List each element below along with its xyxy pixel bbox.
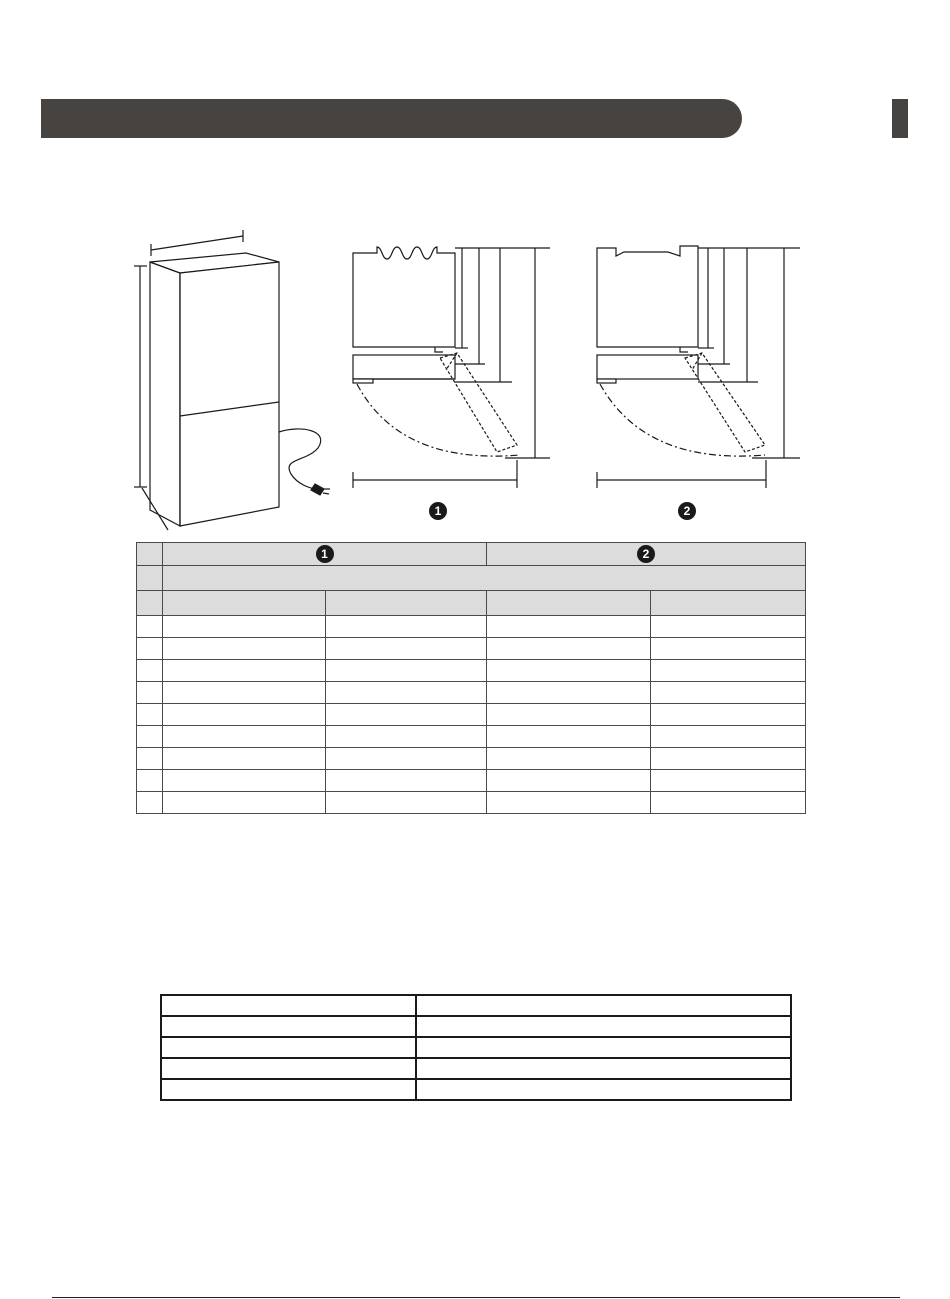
table-row: [137, 682, 806, 704]
table-cell: [416, 995, 791, 1016]
table-cell: [651, 660, 806, 682]
table-cell: [651, 726, 806, 748]
table-row: [161, 1079, 791, 1100]
table-cell: [163, 616, 326, 638]
table-cell: [326, 748, 487, 770]
group-1-badge: 1: [316, 545, 334, 563]
table-cell: [326, 682, 487, 704]
table-row: [137, 638, 806, 660]
table-row: [161, 1058, 791, 1079]
table-cell: [326, 591, 487, 616]
table-cell: [487, 591, 651, 616]
table-cell: [326, 792, 487, 814]
table-cell: [163, 770, 326, 792]
table-row: [137, 704, 806, 726]
table-cell: [161, 1079, 416, 1100]
table-cell: [163, 566, 806, 591]
table-cell: [487, 748, 651, 770]
table-cell: [163, 638, 326, 660]
table-cell: [137, 726, 163, 748]
table-cell: [326, 770, 487, 792]
table-cell: [326, 660, 487, 682]
table-row: [161, 1016, 791, 1037]
table-row: [137, 616, 806, 638]
table-cell: [651, 748, 806, 770]
table-cell: [137, 704, 163, 726]
table-cell: [487, 660, 651, 682]
footer-divider: [52, 1297, 900, 1298]
table-cell: [326, 616, 487, 638]
table-cell: [487, 682, 651, 704]
table-cell: [416, 1079, 791, 1100]
table-cell: [137, 591, 163, 616]
table-cell: [651, 682, 806, 704]
table-cell: [163, 591, 326, 616]
table-row: [161, 995, 791, 1016]
table-row: [161, 1037, 791, 1058]
table-group-header-row: [137, 543, 806, 566]
table-cell: [487, 638, 651, 660]
table-cell: [651, 616, 806, 638]
table-cell: [163, 660, 326, 682]
table-cell: [161, 995, 416, 1016]
table-cell: [487, 616, 651, 638]
table-cell: [416, 1016, 791, 1037]
table-row: [137, 748, 806, 770]
dimensions-table: [136, 542, 806, 814]
table-cell: [326, 638, 487, 660]
table-cell: [137, 566, 163, 591]
table-cell: [651, 591, 806, 616]
table-row: [137, 770, 806, 792]
table-cell: [137, 543, 163, 566]
table-cell: [651, 638, 806, 660]
table-cell: [163, 726, 326, 748]
table-cell: [163, 704, 326, 726]
table-cell: [651, 770, 806, 792]
table-cell: [487, 792, 651, 814]
group-1-header: [163, 543, 487, 566]
table-cell: [163, 792, 326, 814]
table-cell: [137, 748, 163, 770]
table-cell: [137, 660, 163, 682]
group-2-header: [487, 543, 806, 566]
figure-1-marker: 1: [429, 502, 447, 520]
figure-2-marker: 2: [678, 502, 696, 520]
table-row: [137, 660, 806, 682]
table-cell: [326, 726, 487, 748]
table-cell: [137, 616, 163, 638]
table-cell: [137, 682, 163, 704]
table-subheader-row: [137, 566, 806, 591]
table-cell: [487, 704, 651, 726]
table-cell: [137, 638, 163, 660]
table-cell: [651, 792, 806, 814]
group-2-badge: 2: [637, 545, 655, 563]
spec-table: [160, 994, 792, 1101]
table-cell: [416, 1058, 791, 1079]
table-cell: [137, 770, 163, 792]
table-cell: [163, 748, 326, 770]
table-cell: [326, 704, 487, 726]
table-cell: [161, 1037, 416, 1058]
table-cell: [487, 726, 651, 748]
table-row: [137, 726, 806, 748]
table-cell: [651, 704, 806, 726]
table-cell: [137, 792, 163, 814]
table-cell: [163, 682, 326, 704]
table-cell: [487, 770, 651, 792]
table-row: [137, 792, 806, 814]
table-cell: [161, 1016, 416, 1037]
table-column-header-row: [137, 591, 806, 616]
table-cell: [161, 1058, 416, 1079]
table-cell: [416, 1037, 791, 1058]
